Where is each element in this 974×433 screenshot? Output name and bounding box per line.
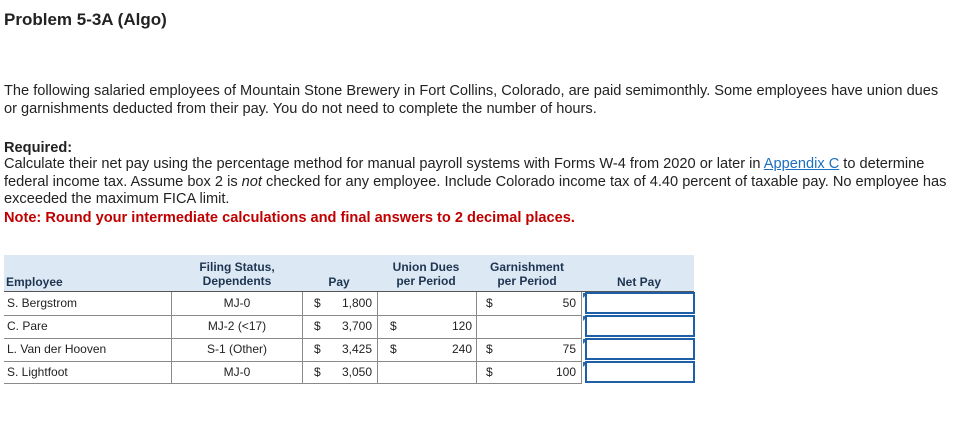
employee-name: C. Pare — [7, 319, 48, 333]
rounding-note: Note: Round your intermediate calculations and final answers to 2 decimal places. — [4, 210, 575, 226]
header-filing-status — [172, 260, 302, 288]
employee-name: S. Bergstrom — [7, 296, 78, 310]
pay-dollar-sign: $ — [314, 319, 321, 333]
garnishment-amount: 75 — [562, 342, 576, 356]
employee-name: L. Van der Hooven — [7, 342, 107, 356]
pay-amount: 3,425 — [342, 342, 373, 356]
union-dollar-sign: $ — [390, 319, 397, 333]
header-filing-line-1: Filing Status, — [199, 260, 275, 274]
garnishment-amount: 50 — [562, 296, 576, 310]
union-amount: 240 — [451, 342, 472, 356]
header-union-line-2: per Period — [396, 274, 456, 288]
header-garnishment — [478, 260, 576, 288]
filing-status: MJ-0 — [223, 296, 251, 310]
required-heading: Required: — [4, 140, 73, 156]
garnishment-dollar-sign: $ — [486, 365, 493, 379]
page-title: Problem 5-3A (Algo) — [4, 10, 167, 29]
net-pay-input[interactable] — [585, 361, 695, 383]
header-pay: Pay — [328, 275, 350, 289]
pay-dollar-sign: $ — [314, 365, 321, 379]
union-dollar-sign: $ — [390, 342, 397, 356]
garnishment-amount: 100 — [555, 365, 576, 379]
pay-amount: 3,050 — [342, 365, 373, 379]
header-union-dues — [380, 260, 472, 288]
header-garn-line-1: Garnishment — [489, 260, 564, 274]
garnishment-dollar-sign: $ — [486, 296, 493, 310]
pay-dollar-sign: $ — [314, 296, 321, 310]
required-text — [4, 156, 959, 209]
filing-status: MJ-0 — [223, 365, 251, 379]
payroll-table — [4, 255, 694, 383]
filing-status: S-1 (Other) — [206, 342, 267, 356]
required-text-part-1: Calculate their net pay using the percentage method for manual payroll systems with Forms W-4 from 2020 or later in — [4, 156, 764, 172]
pay-amount: 3,700 — [342, 319, 373, 333]
union-amount — [424, 292, 472, 314]
net-pay-input[interactable] — [585, 292, 695, 314]
garnishment-amount — [524, 315, 576, 337]
required-text-emphasis: not — [241, 173, 262, 190]
union-amount: 120 — [451, 319, 472, 333]
garnishment-dollar-sign: $ — [486, 342, 493, 356]
row-divider — [4, 383, 582, 384]
net-pay-input[interactable] — [585, 338, 695, 360]
header-filing-line-2: Dependents — [202, 274, 272, 288]
required-text-part-3: checked for any employee. Include Colorado income tax of 4.40 percent of taxable pay. No employee has exceeded the maximum FICA limit. — [4, 173, 947, 207]
header-union-line-1: Union Dues — [392, 260, 460, 274]
employee-name: S. Lightfoot — [7, 365, 68, 379]
appendix-c-link[interactable]: Appendix C — [763, 156, 840, 172]
filing-status: MJ-2 (<17) — [207, 319, 267, 333]
required-text-part-2: to determine federal income tax. Assume box 2 is — [4, 156, 925, 190]
net-pay-input[interactable] — [585, 315, 695, 337]
header-garn-line-2: per Period — [497, 274, 557, 288]
union-amount — [424, 361, 472, 383]
intro-paragraph: The following salaried employees of Mountain Stone Brewery in Fort Collins, Colorado, are paid semimonthly. Some employees have union dues or garnishments deducted from their pay. You do not need to complete the number of hours. — [4, 83, 939, 117]
pay-dollar-sign: $ — [314, 342, 321, 356]
pay-amount: 1,800 — [342, 296, 373, 310]
header-net-pay: Net Pay — [616, 275, 662, 289]
header-employee: Employee — [6, 275, 63, 289]
